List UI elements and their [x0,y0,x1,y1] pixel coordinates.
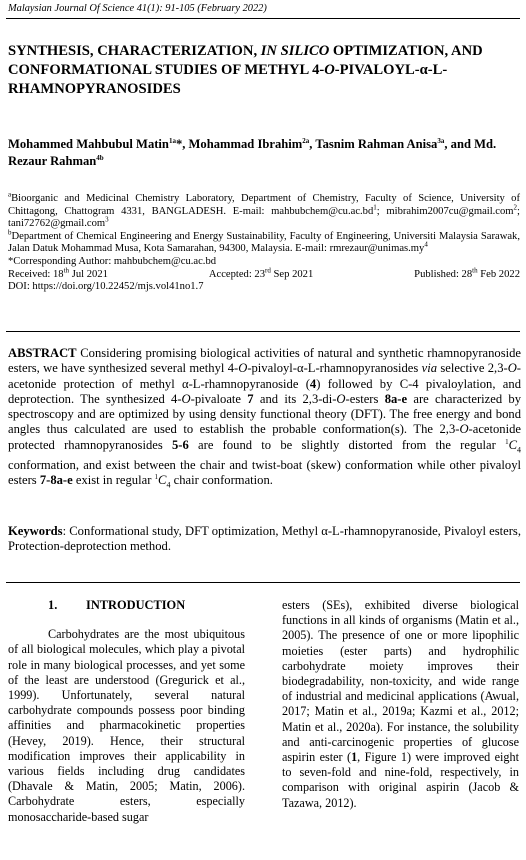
corresponding-author: *Corresponding Author: mahbubchem@cu.ac.bd [8,255,217,267]
affiliations-block [8,190,520,294]
abstract-top-rule [6,331,520,332]
received-date: Received: 18th Jul 2021 [8,266,108,280]
paper-title: SYNTHESIS, CHARACTERIZATION, IN SILICO OPTIMIZATION, AND CONFORMATIONAL STUDIES OF METHYL 4-O-PIVALOYL-α-L-RHAMNOPYRANOSIDES [8,43,483,97]
author-name: Mohammed Mahbubul Matin [8,137,169,151]
keywords-label: Keywords [8,524,63,538]
abstract: ABSTRACT Considering promising biological activities of natural and synthetic rhamnopyranoside esters, we have synthesized several methyl 4-O-pivaloyl-α-L-rhamnopyranosides via selective 2,3-O-acetonide protection of methyl α-L-rhamnopyranoside (4) followed by C-4 pivaloylation, and deprotection. The synthesized 4-O-pivaloate 7 and its 2,3-di-O-esters 8a-e are characterized by spectroscopy and are optimized by using density functional theory (DFT). The free energy and bond angles thus calculated are used to establish the probable conformation(s). The 2,3-O-acetonide protected rhamnopyranosides 5-6 are found to be slightly distorted from the regular $^1C_4$ conformation, and exist between the chair and twist-boat (skew) conformation while other pivaloyl esters 7-8a-e exist in regular $^1C_4$ chair conformation. [8,346,521,490]
author-name: Tasnim Rahman Anisa [315,137,438,151]
affiliation-a: $^a$Bioorganic and Medicinal Chemistry Laboratory, Department of Chemistry, Faculty of Science, University of Chittagong, Chattogram 4331, BANGLADESH. E-mail: $mahbubchem@cu.ac.bd^1$; mibrahim2007cu@gmail.com$^2$; tani72762@gmail.com$^3$ [8,190,520,230]
header-rule [6,18,520,19]
affiliation-b: $^b$Department of Chemical Engineering and Energy Sustainability, Faculty of Engineering, Universiti Malaysia Sarawak, Jalan Datuk Mohammad Musa, Kota Samarahan, 94300, Malaysia. E-mail: $rmrezaur@unimas.my^4$ [8,228,520,255]
publication-dates [8,266,520,282]
author-name: Md. Rezaur Rahman [8,137,497,168]
accepted-date: Accepted: 23rd Sep 2021 [208,266,314,280]
left-column [8,598,245,825]
section-heading-introduction: 1. INTRODUCTION [48,598,186,612]
author-list: Mohammed Mahbubul Matin$^{1a}$*, Mohammad Ibrahim$^{2a}$, Tasnim Rahman Anisa$^{3a}$, and Md. Rezaur Rahman$^{4b}$ [8,136,497,168]
keywords: Keywords: Conformational study, DFT optimization, Methyl α-L-rhamnopyranoside, Pivaloyl esters, Protection-deprotection method. [8,524,521,554]
intro-paragraph-right: esters (SEs), exhibited diverse biological functions in all kinds of organisms (Matin et al., 2005). The presence of one or more lipophilic moieties (ester parts) and hydrophilic carbohydrate moiety improves their biodegradability, non-toxicity, and wide range of industrial and medicinal applications (Awual, 2017; Matin et al., 2019a; Kazmi et al., 2012; Matin et al., 2020a). For instance, the solubility and anti-carcinogenic properties of glucose aspirin ester (1, Figure 1) were improved eight to seven-fold and nine-fold, respectively, in comparison with original aspirin (Jacob & Tazawa, 2012). [282,598,519,810]
author-name: Mohammad Ibrahim [188,137,303,151]
intro-paragraph-left: Carbohydrates are the most ubiquitous of all biological molecules, which play a pivotal role in many biological processes, and yet some of the least are understood (Gregurick et al., 1999). Unfortunately, several natural carbohydrate compounds possess poor binding affinities and pharmacokinetic properties (Hevey, 2019). Hence, their structural modification improves their applicability in various fields including drug candidates (Dhavale & Matin, 2005; Matin, 2006). Carbohydrate esters, especially monosaccharide-based sugar [8,627,245,824]
abstract-label: ABSTRACT [8,346,77,360]
right-column [282,598,519,811]
published-date: Published: 28th Feb 2022 [414,266,520,280]
doi-link[interactable]: DOI: https://doi.org/10.22452/mjs.vol41no1.7 [8,281,204,293]
section-rule [6,582,520,583]
journal-header: Malaysian Journal Of Science 41(1): 91-105 (February 2022) [8,3,267,14]
